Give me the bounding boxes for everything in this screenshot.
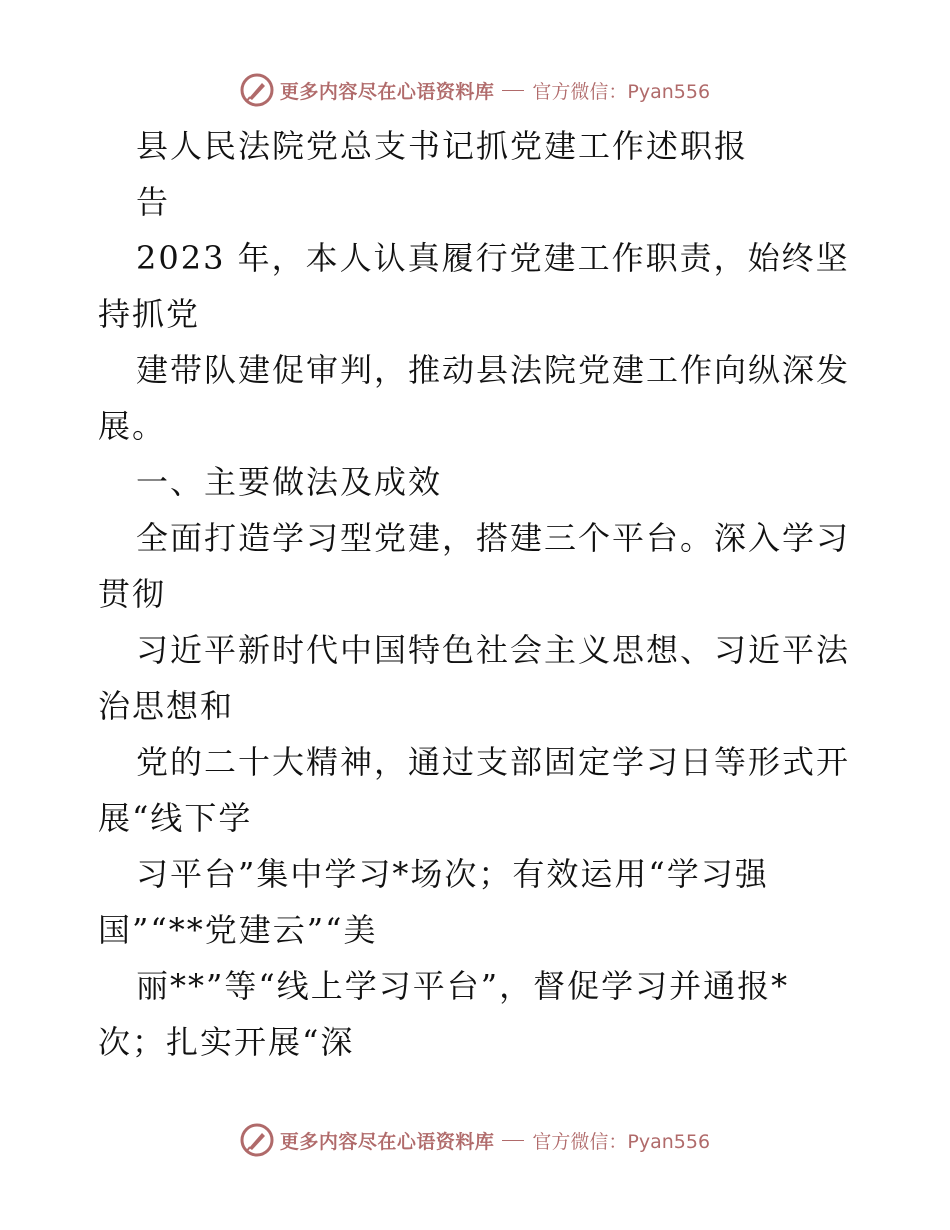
document-line: 党的二十大精神，通过支部固定学习日等形式开 [136, 743, 851, 781]
document-line: 2023 年，本人认真履行党建工作职责，始终坚 [136, 239, 850, 277]
document-line: 展“线下学 [98, 799, 253, 837]
document-line: 全面打造学习型党建，搭建三个平台。深入学习 [136, 519, 851, 557]
header-separator [502, 90, 524, 91]
footer-separator [502, 1140, 524, 1141]
document-line: 贯彻 [98, 575, 167, 613]
document-line: 一、主要做法及成效 [136, 463, 443, 501]
footer-wechat-text: 官方微信：Pyan556 [532, 1130, 711, 1153]
document-line: 治思想和 [98, 687, 235, 725]
header-brand [240, 73, 710, 107]
document-body [98, 118, 858, 1070]
document-line: 国”“**党建云”“美 [98, 911, 378, 949]
document-line: 次；扎实开展“深 [98, 1023, 355, 1061]
document-line: 展。 [98, 407, 167, 445]
page-footer [0, 1120, 950, 1160]
quill-logo-icon [240, 73, 274, 107]
document-line: 县人民法院党总支书记抓党建工作述职报 [136, 127, 749, 165]
footer-brand [240, 1123, 710, 1157]
header-brand-text: 更多内容尽在心语资料库 [279, 80, 495, 103]
header-wechat-text: 官方微信：Pyan556 [532, 80, 711, 103]
document-line: 习近平新时代中国特色社会主义思想、习近平法 [136, 631, 851, 669]
footer-brand-text: 更多内容尽在心语资料库 [279, 1130, 495, 1153]
page-header [0, 70, 950, 110]
document-line: 建带队建促审判，推动县法院党建工作向纵深发 [136, 351, 851, 389]
document-line: 习平台”集中学习*场次；有效运用“学习强 [136, 855, 769, 893]
document-line: 告 [136, 183, 171, 221]
document-line: 丽**”等“线上学习平台”，督促学习并通报* [136, 967, 790, 1005]
quill-logo-icon [240, 1123, 274, 1157]
document-line: 持抓党 [98, 295, 201, 333]
